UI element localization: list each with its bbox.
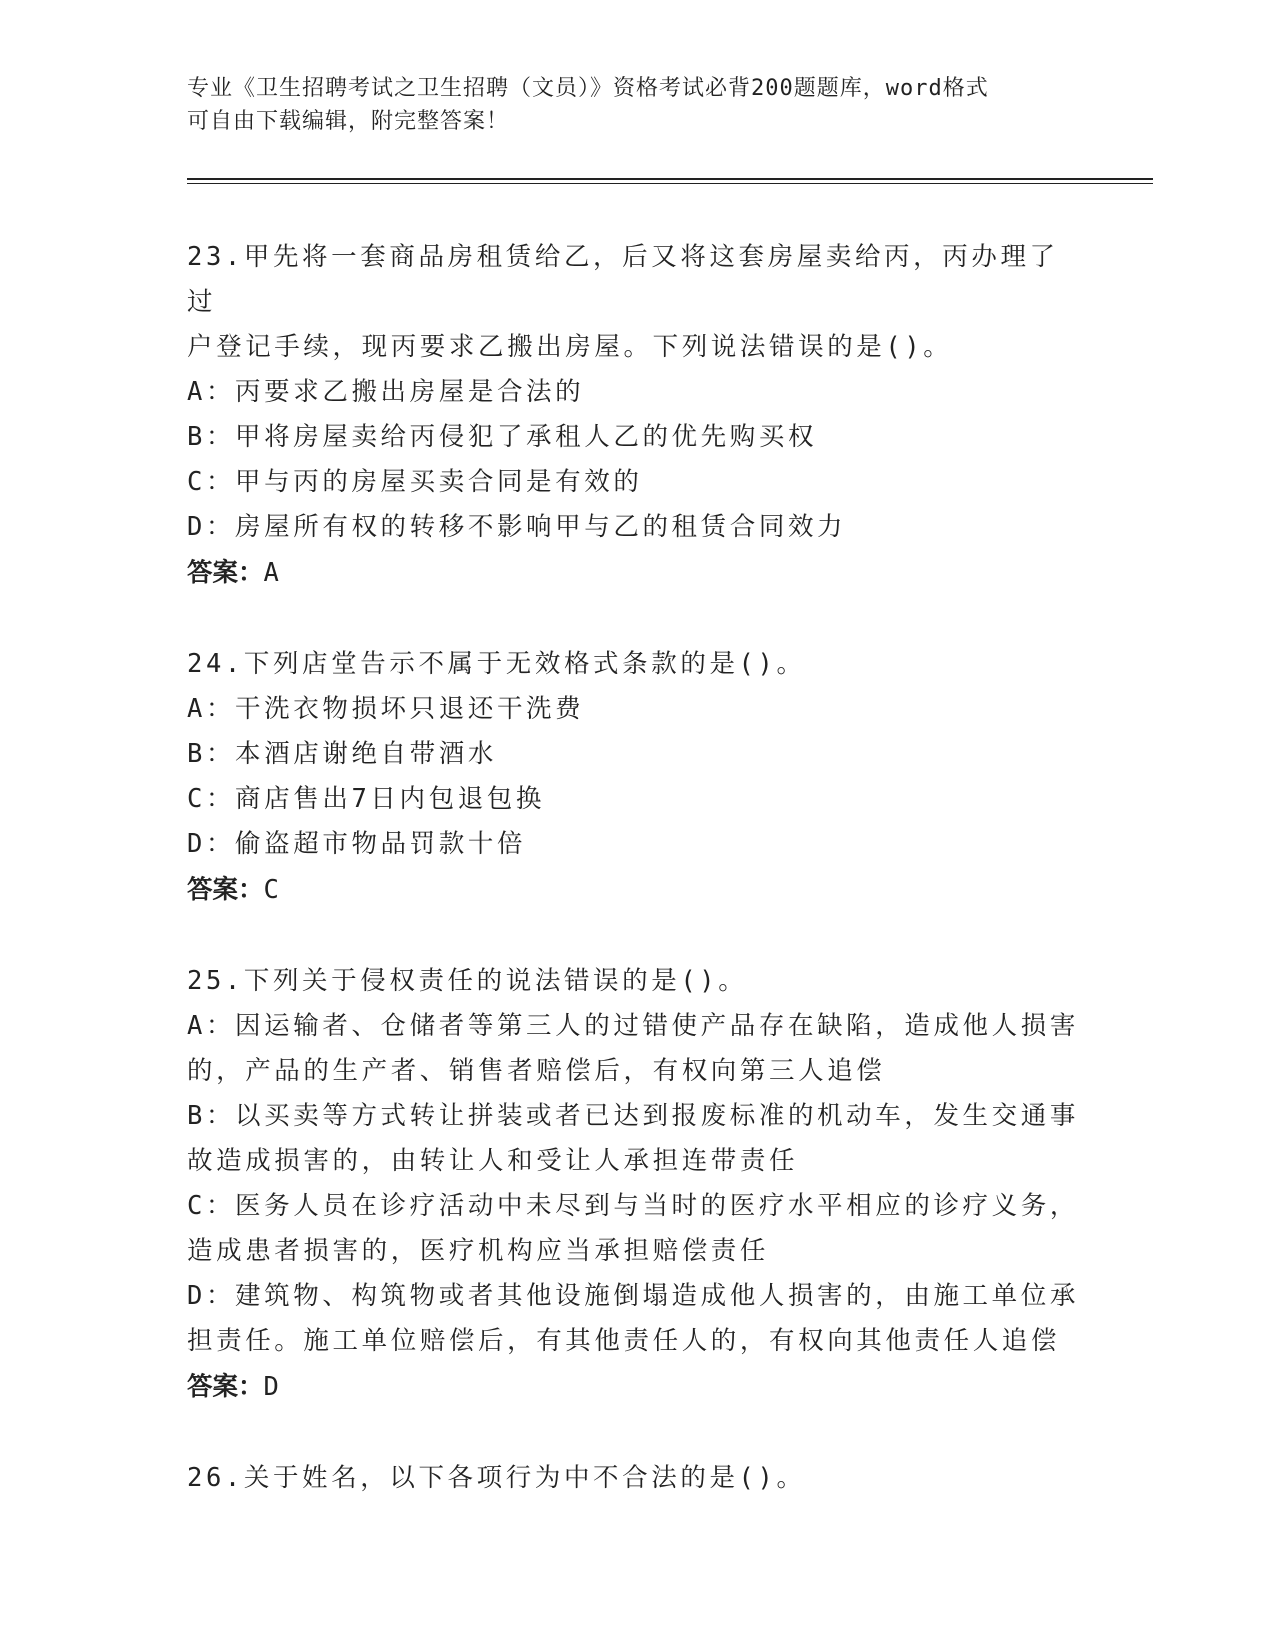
question-stem-line: 26.关于姓名，以下各项行为中不合法的是()。: [187, 1463, 806, 1493]
option-a: A：因运输者、仓储者等第三人的过错使产品存在缺陷，造成他人损害: [187, 1011, 1079, 1041]
answer-line: [187, 867, 1087, 913]
option-d: D：建筑物、构筑物或者其他设施倒塌造成他人损害的，由施工单位承: [187, 1281, 1079, 1311]
answer-value: C: [263, 875, 279, 905]
answer-line: [187, 550, 1087, 596]
question-26: [187, 1456, 1087, 1501]
question-25: [187, 959, 1087, 1410]
header-divider-thick: [187, 178, 1153, 180]
option-c: C：医务人员在诊疗活动中未尽到与当时的医疗水平相应的诊疗义务，: [187, 1191, 1079, 1221]
question-stem-line: 23.甲先将一套商品房租赁给乙，后又将这套房屋卖给丙，丙办理了过: [187, 242, 1059, 317]
option-d: D：偷盗超市物品罚款十倍: [187, 829, 527, 859]
question-stem-line: 户登记手续，现丙要求乙搬出房屋。下列说法错误的是()。: [187, 332, 953, 362]
option-c: C：商店售出7日内包退包换: [187, 784, 546, 814]
answer-label: 答案：: [187, 875, 264, 905]
option-a: A：丙要求乙搬出房屋是合法的: [187, 377, 585, 407]
question-24: [187, 642, 1087, 913]
option-b-continued: 故造成损害的，由转让人和受让人承担连带责任: [187, 1146, 799, 1176]
header-title-line-1: 专业《卫生招聘考试之卫生招聘（文员）》资格考试必背200题题库，word格式: [187, 76, 989, 101]
option-d-continued: 担责任。施工单位赔偿后，有其他责任人的，有权向其他责任人追偿: [187, 1326, 1061, 1356]
question-23: [187, 235, 1087, 596]
option-c-continued: 造成患者损害的，医疗机构应当承担赔偿责任: [187, 1236, 770, 1266]
option-a-continued: 的，产品的生产者、销售者赔偿后，有权向第三人追偿: [187, 1056, 886, 1086]
option-d: D：房屋所有权的转移不影响甲与乙的租赁合同效力: [187, 512, 847, 542]
header-title-line-2: 可自由下载编辑，附完整答案！: [187, 109, 510, 134]
answer-line: [187, 1364, 1087, 1410]
question-stem-line: 24.下列店堂告示不属于无效格式条款的是()。: [187, 649, 806, 679]
option-b: B：甲将房屋卖给丙侵犯了承租人乙的优先购买权: [187, 422, 818, 452]
option-a: A：干洗衣物损坏只退还干洗费: [187, 694, 585, 724]
header-divider-thin: [187, 183, 1153, 184]
option-c: C：甲与丙的房屋买卖合同是有效的: [187, 467, 643, 497]
answer-label: 答案：: [187, 1372, 264, 1402]
document-header: [187, 72, 1067, 138]
answer-label: 答案：: [187, 558, 264, 588]
option-b: B：以买卖等方式转让拼装或者已达到报废标准的机动车，发生交通事: [187, 1101, 1079, 1131]
option-b: B：本酒店谢绝自带酒水: [187, 739, 497, 769]
question-list: [187, 235, 1087, 1547]
answer-value: A: [263, 558, 279, 588]
question-stem-line: 25.下列关于侵权责任的说法错误的是()。: [187, 966, 748, 996]
answer-value: D: [263, 1372, 279, 1402]
